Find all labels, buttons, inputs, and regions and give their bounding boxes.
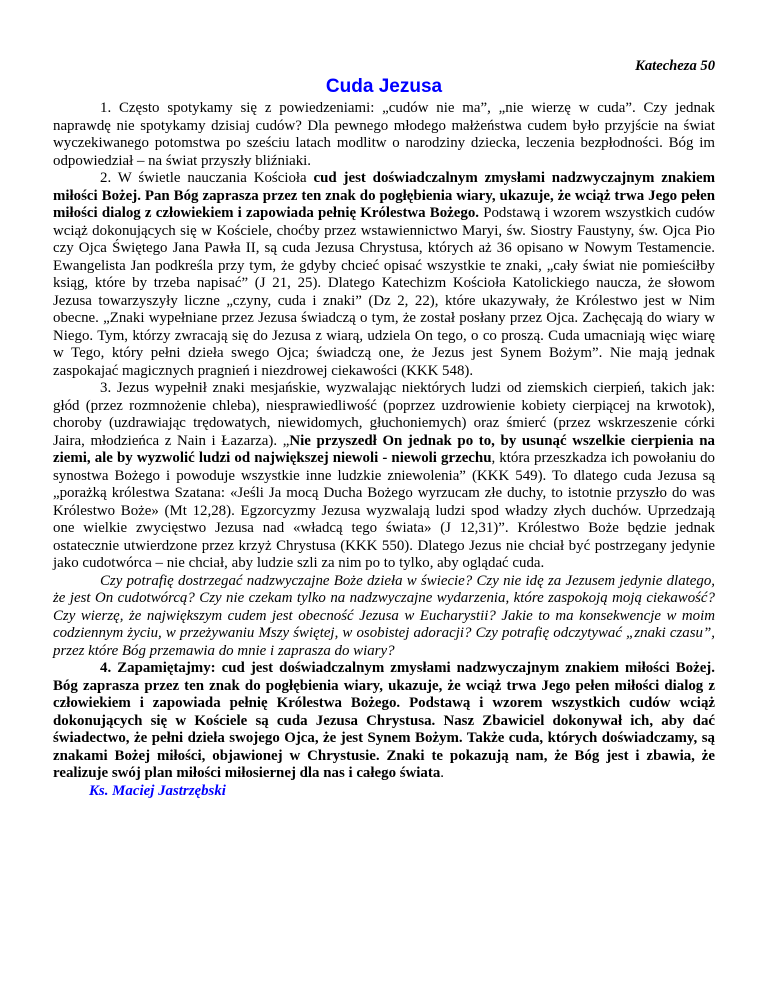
catechesis-number: Katecheza 50 (635, 58, 715, 74)
paragraph-2-intro: 2. W świetle nauczania Kościoła (100, 170, 314, 186)
paragraph-2-definition: cud jest doświadczalnym zmysłami nadzwyczajnym znakiem miłości Bożej. Pan Bóg zaprasza przez ten znak do pogłębienia wiary, ukazuje, że wciąż trwa Jego pełen miłości dialog z człowiekiem i zapowiada pełnię Królestwa Bożego. (53, 170, 715, 221)
summary-period: . (440, 765, 444, 781)
paragraph-3-emphasis: Nie przyszedł On jednak po to, by usunąć wszelkie cierpienia na ziemi, ale by wyzwolić ludzi od największej niewoli - niewoli grzechu (53, 432, 715, 466)
paragraph-3 (53, 380, 715, 573)
page-title: Cuda Jezusa (325, 76, 443, 97)
paragraph-2 (53, 170, 715, 380)
summary-text: 4. Zapamiętajmy: cud jest doświadczalnym zmysłami nadzwyczajnym znakiem miłości Bożej. Bóg zaprasza przez ten znak do pogłębienia wiary, ukazuje, że wciąż trwa Jego pełen miłości dialog z człowiekiem i zapowiada pełnię Królestwa Bożego. Podstawą i wzorem wszystkich cudów wciąż dokonujących się w Kościele są cuda Jezusa Chrystusa. Nasz Zbawiciel dokonywał ich, aby dać świadectwo, że pełni dzieła swojego Ojca, że jest Synem Bożym. Także cuda, których doświadczamy, są znakami Bożej miłości, objawionej w Chrystusie. Znaki te pokazują nam, że Bóg jest i zbawia, że realizuje swój plan miłości miłosiernej dla nas i całego świata (53, 660, 715, 781)
paragraph-1: 1. Często spotykamy się z powiedzeniami: „cudów nie ma”, „nie wierzę w cuda”. Czy jednak naprawdę nie spotykamy dzisiaj cudów? Dla pewnego młodego małżeństwa cudem było przyjście na świat wyczekiwanego potomstwa po sześciu latach modlitw o narodziny dziecka, leczenia bezpłodności. Bóg im odpowiedział – na świat przyszły bliźniaki. (53, 100, 715, 169)
author-signature: Ks. Maciej Jastrzębski (89, 782, 226, 799)
paragraph-3-body: , która przeszkadza ich powołaniu do synostwa Bożego i powoduje wszystkie inne ludzkie zniewolenia” (KKK 549). To dlatego cuda Jezusa są „porażką królestwa Szatana: «Jeśli Ja mocą Ducha Bożego wyrzucam złe duchy, to istotnie przyszło do was Królestwo Boże» (Mt 12,28). Egzorcyzmy Jezusa wyzwalają ludzi spod władzy złych duchów. Uprzedzają one wielkie zwycięstwo Jezusa nad «władcą tego świata» (J 12,31)”. Królestwo Boże będzie jednak ostatecznie utwierdzone przez krzyż Chrystusa (KKK 550). Dlatego Jezus nie chciał być postrzegany jedynie jako cudotwórca – nie chciał, aby ludzie szli za nim po to tylko, aby oglądać cuda. (53, 450, 716, 571)
summary-paragraph (53, 660, 715, 783)
document-page (53, 58, 715, 800)
reflection-questions: Czy potrafię dostrzegać nadzwyczajne Boże dzieła w świecie? Czy nie idę za Jezusem jedynie dlatego, że jest On cudotwórcą? Czy nie czekam tylko na nadzwyczajne wydarzenia, które zaspokoją moją ciekawość? Czy wierzę, że największym cudem jest obecność Jezusa w Eucharystii? Jakie to ma konsekwencje w moim codziennym życiu, w przeżywaniu Mszy świętej, w osobistej adoracji? Czy potrafię odczytywać „znaki czasu”, przez które Bóg przemawia do mnie i zaprasza do wiary? (53, 572, 715, 659)
paragraph-2-body: Podstawą i wzorem wszystkich cudów wciąż dokonujących się w Kościele, choćby przez wstawiennictwo Maryi, św. Siostry Faustyny, św. Ojca Pio czy Ojca Świętego Jana Pawła II, są cuda Jezusa Chrystusa, których aż 36 opisano w Nowym Testamencie. Ewangelista Jan podkreśla przy tym, że gdyby chcieć opisać wszystkie te znaki, „cały świat nie pomieściłby ksiąg, które by trzeba napisać” (J 21, 25). Dlatego Katechizm Kościoła Katolickiego naucza, że słowom Jezusa towarzyszyły liczne „czyny, cuda i znaki” (Dz 2, 22), które ukazywały, że Królestwo jest w Nim obecne. „Znaki wypełniane przez Jezusa świadczą o tym, że został posłany przez Ojca. Zachęcają do wiary w Niego. Tym, którzy zwracają się do Jezusa z wiarą, udziela On tego, o co proszą. Cuda umacniają więc wiarę w Tego, który pełni dzieła swego Ojca; świadczą one, że Jezus jest Synem Bożym”. Nie mają jednak zaspokajać magicznych pragnień i niezdrowej ciekawości (KKK 548). (53, 205, 716, 379)
paragraph-3-intro: 3. Jezus wypełnił znaki mesjańskie, wyzwalając niektórych ludzi od ziemskich cierpień, takich jak: głód (przez rozmnożenie chleba), niesprawiedliwość (poprzez uzdrowienie kobiety cierpiącej na krwotok), choroby (uzdrawiając trędowatych, niewidomych, głuchoniemych) oraz śmierć (przez wskrzeszenie córki Jaira, młodzieńca z Nain i Łazarza). „ (53, 380, 715, 449)
